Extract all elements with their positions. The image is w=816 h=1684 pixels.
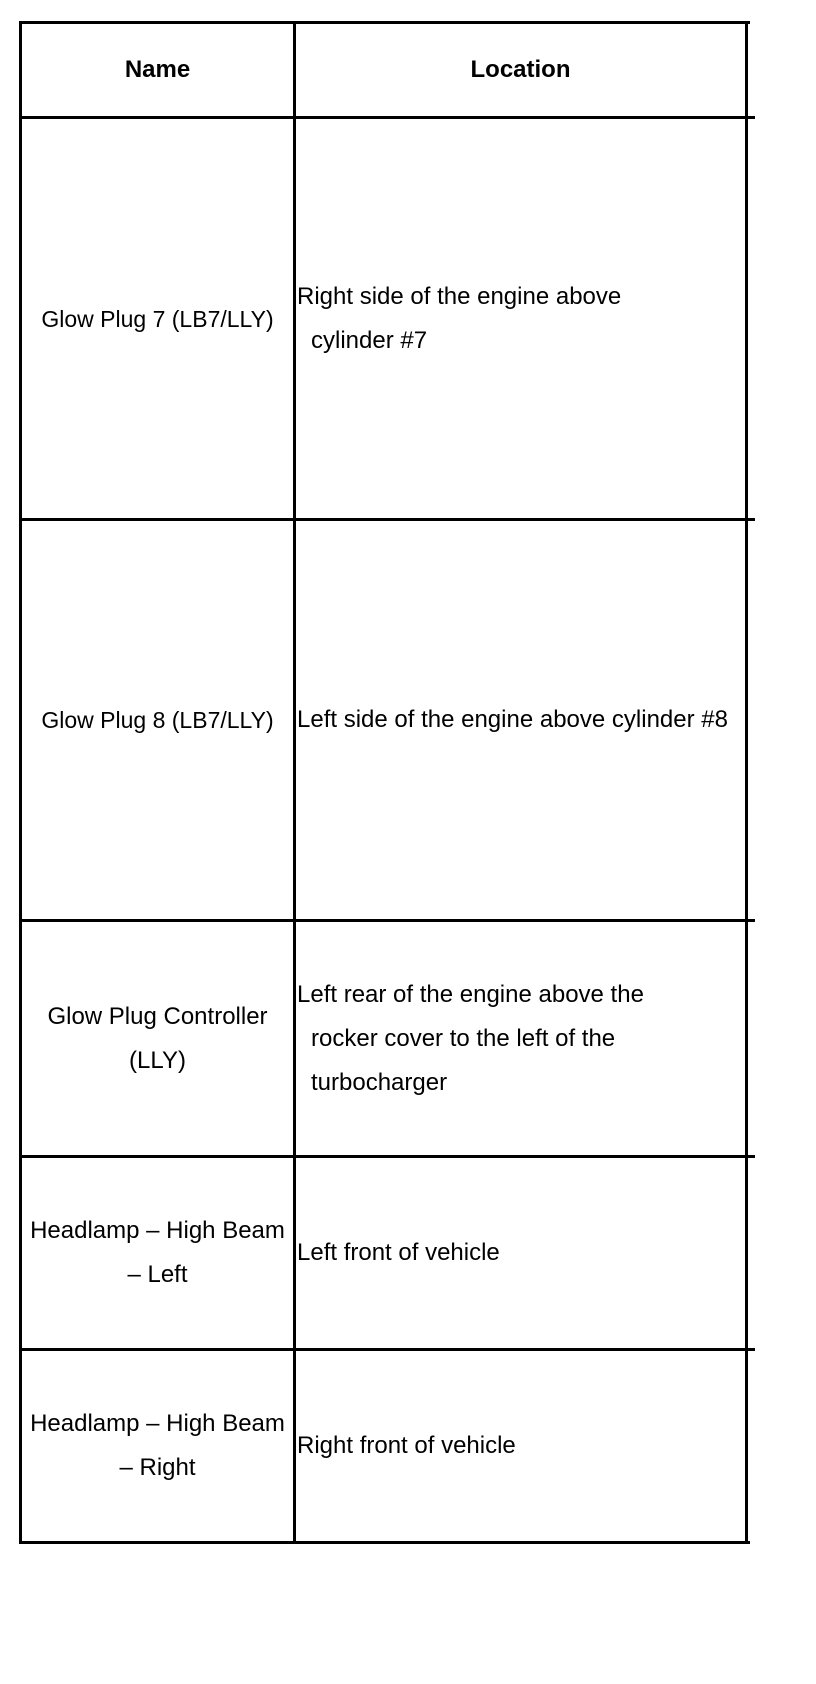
- table-row-location-cell: [297, 521, 745, 919]
- row-location: Right side of the engine above cylinder #7: [297, 282, 622, 354]
- table-row-name-cell: [22, 1351, 293, 1541]
- table-row-location-cell: [297, 1158, 745, 1348]
- row-location: Left rear of the engine above the rocker cover to the left of the turbocharger: [297, 980, 644, 1096]
- column-divider: [293, 21, 296, 1544]
- column-header-name-label: Name: [124, 56, 191, 83]
- row-name: Glow Plug 7 (LB7/LLY): [41, 305, 274, 332]
- column-header-location: [296, 24, 745, 116]
- column-header-name: [22, 24, 293, 116]
- table-bottom-border: [20, 1541, 750, 1544]
- row-name: Headlamp – High Beam – Left: [30, 1217, 285, 1288]
- row-name: Glow Plug Controller (LLY): [47, 1002, 268, 1074]
- table-row-location-cell: [297, 1351, 745, 1541]
- table-row-location-cell: [297, 119, 745, 518]
- table-row-name-cell: [22, 521, 293, 919]
- column-header-location-label: Location: [470, 56, 571, 83]
- row-name: Glow Plug 8 (LB7/LLY): [41, 707, 274, 733]
- table-right-border: [745, 21, 748, 1544]
- table-row-name-cell: [22, 922, 293, 1155]
- table-row-name-cell: [22, 1158, 293, 1348]
- row-location: Left front of vehicle: [297, 1239, 500, 1266]
- row-location: Right front of vehicle: [297, 1432, 516, 1459]
- row-location: Left side of the engine above cylinder #8: [297, 706, 728, 733]
- table-row-location-cell: [297, 922, 745, 1155]
- table-row-name-cell: [22, 119, 293, 518]
- row-name: Headlamp – High Beam – Right: [30, 1410, 285, 1481]
